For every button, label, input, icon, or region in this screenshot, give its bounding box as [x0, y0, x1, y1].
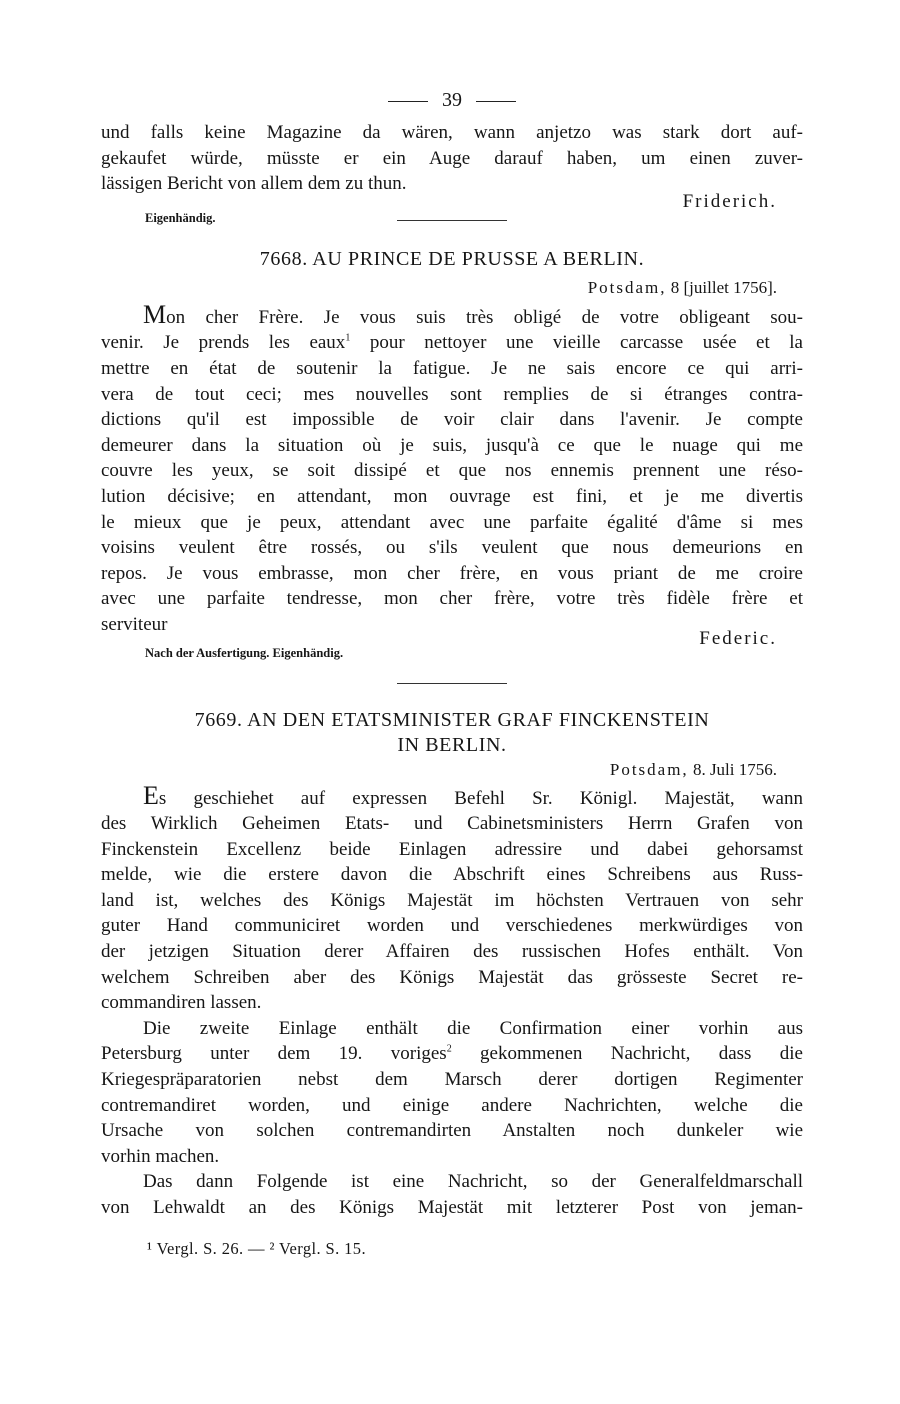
source-note: Eigenhändig.: [145, 210, 216, 225]
text-line: und falls keine Magazine da wären, wann anjetzo was stark dort auf-: [101, 122, 803, 143]
dash-left: [388, 101, 428, 102]
place-date: Potsdam, 8. Juli 1756.: [609, 759, 777, 779]
footnote-mark: 2: [446, 1044, 452, 1056]
letter-heading: 7668. AU PRINCE DE PRUSSE A BERLIN.: [259, 247, 645, 270]
signature: Friderich.: [682, 190, 777, 212]
text-line: guter Hand communiciret worden und verschiedenes merkwürdiges von: [101, 915, 803, 937]
text-line: voisins veulent être rossés, ou s'ils veulent que nous demeurions en: [101, 537, 803, 559]
text-line: melde, wie die erstere davon die Abschrift eines Schreibens aus Russ-: [101, 864, 803, 886]
text-line: gekaufet würde, müsste er ein Auge darauf haben, um einen zuver-: [101, 147, 803, 169]
footnotes: ¹ Vergl. S. 26. — ² Vergl. S. 15.: [147, 1238, 366, 1258]
text-line: lution décisive; en attendant, mon ouvrage est fini, et je me divertis: [101, 485, 803, 507]
text-line: vorhin machen.: [101, 1145, 220, 1167]
text-line: dictions qu'il est impossible de voir clair dans l'avenir. Je compte: [101, 409, 803, 431]
text-line: Die zweite Einlage enthält die Confirmation einer vorhin aus: [143, 1017, 803, 1039]
section-rule: [397, 220, 507, 221]
letter-body: [101, 299, 803, 638]
continuation-text: [101, 120, 803, 197]
text-line: couvre les yeux, se soit dissipé et que nos ennemis prennent une réso-: [101, 460, 803, 482]
text-line: Mon cher Frère. Je vous suis très obligé de votre obligeant sou-: [143, 299, 803, 329]
text-line: Petersburg unter dem 19. voriges$^2$ gekommenen Nachricht, dass die: [101, 1043, 803, 1065]
text-line: Kriegespräparatorien nebst dem Marsch derer dortigen Regimenter: [101, 1069, 803, 1091]
footnote-mark: 1: [345, 333, 351, 345]
letter-body: [101, 780, 803, 1221]
text-line: Das dann Folgende ist eine Nachricht, so der Generalfeldmarschall: [143, 1171, 803, 1193]
text-line: venir. Je prends les eaux$^1$ pour nettoyer une vieille carcasse usée et la: [101, 332, 803, 354]
text-line: commandiren lassen.: [101, 992, 262, 1014]
text-line: le mieux que je peux, attendant avec une parfaite égalité d'âme si mes: [101, 511, 803, 533]
text-line: lässigen Bericht von allem dem zu thun.: [101, 173, 407, 195]
page-number: 39: [101, 80, 803, 120]
text-line: Finckenstein Excellenz beide Einlagen adressire und dabei gehorsamst: [101, 838, 803, 860]
section-rule: [397, 683, 507, 684]
text-line: Ursache von solchen contremandirten Anstalten noch dunkeler wie: [101, 1120, 803, 1142]
text-line: welchem Schreiben aber des Königs Majestät das grösseste Secret re-: [101, 966, 803, 988]
text-line: avec une parfaite tendresse, mon cher frère, votre très fidèle frère et: [101, 588, 803, 610]
text-line: land ist, welches des Königs Majestät im höchsten Vertrauen von sehr: [101, 889, 803, 911]
text-line: des Wirklich Geheimen Etats- und Cabinetsministers Herrn Grafen von: [101, 813, 803, 835]
text-line: Es geschiehet auf expressen Befehl Sr. Königl. Majestät, wann: [143, 780, 803, 810]
text-line: demeurer dans la situation où je suis, jusqu'à ce que le nuage qui me: [101, 434, 803, 456]
text-line: mettre en état de soutenir la fatigue. Je ne sais encore ce qui arri-: [101, 357, 803, 379]
signature: Federic.: [699, 627, 777, 649]
text-line: repos. Je vous embrasse, mon cher frère, en vous priant de me croire: [101, 562, 803, 584]
place-date: Potsdam, 8 [juillet 1756].: [587, 277, 777, 297]
text-line: contremandiret worden, und einige andere Nachrichten, welche die: [101, 1094, 803, 1116]
text-line: der jetzigen Situation derer Affairen des russischen Hofes enthält. Von: [101, 941, 803, 963]
text-line: serviteur: [101, 613, 168, 635]
text-line: von Lehwaldt an des Königs Majestät mit letzterer Post von jeman-: [101, 1197, 803, 1218]
text-line: vera de tout ceci; mes nouvelles sont remplies de si étranges contra-: [101, 383, 803, 405]
letter-heading: 7669. AN DEN ETATSMINISTER GRAF FINCKENSTEIN IN BERLIN.: [194, 708, 710, 756]
source-note: Nach der Ausfertigung. Eigenhändig.: [145, 645, 344, 660]
document-page: [101, 80, 803, 1259]
dash-right: [476, 101, 516, 102]
